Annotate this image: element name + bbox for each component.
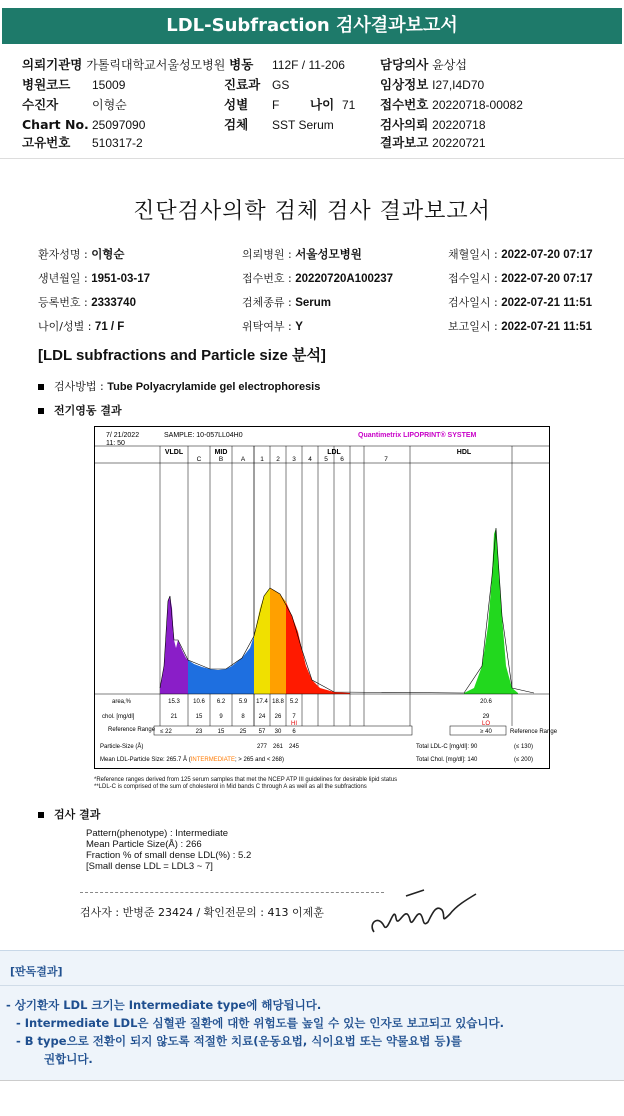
agesex xyxy=(38,318,124,334)
request-value: 20220718 xyxy=(432,118,486,132)
collect-value: 2022-07-20 07:17 xyxy=(501,249,593,261)
psize-value: 245 xyxy=(288,744,300,750)
recdt xyxy=(448,270,593,286)
result-bullet xyxy=(38,806,100,822)
ward-label: 병동 xyxy=(229,57,254,72)
recdt-value: 2022-07-20 07:17 xyxy=(501,273,593,285)
footnote-2: **LDL-C is comprised of the sum of cholesterol in Mid bands C through A as well as all the subfractions xyxy=(94,784,367,790)
outsourced-value: Y xyxy=(295,321,303,333)
clinical xyxy=(380,76,484,94)
testdt-value: 2022-07-21 11:51 xyxy=(501,297,593,309)
agesex-value: 71 / F xyxy=(94,321,125,333)
chart-label: Chart No. xyxy=(22,117,89,132)
patient-value: 이형순 xyxy=(92,98,127,112)
signature-image xyxy=(366,884,480,944)
area-value: 17.4 xyxy=(256,699,268,705)
ref-value: 6 xyxy=(292,729,296,735)
chart-date: 7/ 21/2022 xyxy=(106,432,140,439)
request-label: 검사의뢰 xyxy=(380,117,429,132)
chart-value: 25097090 xyxy=(92,118,146,132)
chart-frame xyxy=(95,427,550,769)
chart-sample: SAMPLE: 10-057LL04H0 xyxy=(164,432,243,439)
report-label: 결과보고 xyxy=(380,135,429,150)
area-label: area,% xyxy=(112,699,132,705)
method-key: 검사방법 : xyxy=(54,380,108,393)
ldl-band-label: 1 xyxy=(260,456,264,463)
spec-key: 검체종류 : xyxy=(242,296,296,309)
ref-value: 30 xyxy=(274,729,282,735)
doctor-value: 윤상섭 xyxy=(432,58,467,72)
code-label: 병원코드 xyxy=(22,77,71,92)
testdt xyxy=(448,294,592,310)
mean-size xyxy=(100,756,284,763)
chol-label: chol. [mg/dl] xyxy=(102,714,135,720)
region-label-hdl: HDL xyxy=(456,449,472,456)
footnote-1: *Reference ranges derived from 125 serum samples that met the NCEP ATP III guidelines for desirable lipid status xyxy=(94,777,398,783)
recno-value: 20220720A100237 xyxy=(295,273,394,285)
patient-name-value: 이형순 xyxy=(91,249,125,261)
panel-line-3: - B type으로 전환이 되지 않도록 적절한 치료(운동요법, 식이요법 또는 약물요법 등)를 xyxy=(16,1034,462,1048)
electro-label: 전기영동 결과 xyxy=(54,404,122,417)
outsourced-key: 위탁여부 : xyxy=(242,320,296,333)
result-block xyxy=(86,828,251,872)
banner-title: LDL-Subfraction 검사결과보고서 xyxy=(2,8,622,44)
total-chol: Total Chol. [mg/dl]: 140 xyxy=(416,757,478,763)
panel-line-2: - Intermediate LDL은 심혈관 질환에 대한 위험도를 높일 수 있는 인자로 보고되고 있습니다. xyxy=(16,1016,504,1030)
testdt-key: 검사일시 : xyxy=(448,296,502,309)
total-chol-ref: (≤ 200) xyxy=(514,757,533,763)
area-value: 15.3 xyxy=(168,699,180,705)
ref-label-right: Reference Range xyxy=(510,729,558,735)
panel-line-1: - 상기환자 LDL 크기는 Intermediate type에 해당됩니다. xyxy=(6,998,322,1012)
report-title: 진단검사의학 검체 검사 결과보고서 xyxy=(133,199,491,224)
clinical-value: I27,I4D70 xyxy=(432,78,485,92)
chol-value: 29 xyxy=(482,714,490,720)
ref-label: Reference Range xyxy=(108,727,156,733)
region-label-vldl: VLDL xyxy=(164,449,184,456)
chart-time: 11: 50 xyxy=(106,440,125,447)
mean-tag: INTERMEDIATE xyxy=(190,757,235,763)
age-value: 71 xyxy=(342,98,356,112)
clinical-label: 임상정보 xyxy=(380,77,429,92)
area-value: 10.6 xyxy=(193,699,205,705)
result-small-dense: [Small dense LDL = LDL3 ~ 7] xyxy=(86,861,213,872)
mean-size-text: Mean LDL-Particle Size: 265.7 Å ( xyxy=(100,757,191,763)
hi-flag: HI xyxy=(291,721,297,727)
report-date xyxy=(380,134,486,152)
bullet-icon xyxy=(38,408,44,414)
spec xyxy=(242,294,331,310)
report-document xyxy=(0,166,624,946)
age-label: 나이 xyxy=(310,97,335,112)
panel-divider xyxy=(0,985,624,986)
outsourced xyxy=(242,318,303,334)
bullet-icon xyxy=(38,384,44,390)
total-ldl: Total LDL-C [mg/dl]: 90 xyxy=(416,744,478,750)
result-pattern: Pattern(phenotype) : Intermediate xyxy=(86,828,229,839)
sex-label: 성별 xyxy=(224,97,249,112)
result-fraction: Fraction % of small dense LDL(%) : 5.2 xyxy=(86,850,252,861)
receipt xyxy=(380,96,523,114)
area-value: 6.2 xyxy=(216,699,226,705)
ref-value: 25 xyxy=(239,729,247,735)
area-value: 5.9 xyxy=(238,699,248,705)
recno-key: 접수번호 : xyxy=(242,272,296,285)
bullet-icon xyxy=(38,812,44,818)
reportdt-value: 2022-07-21 11:51 xyxy=(501,321,593,333)
method-bullet xyxy=(38,378,320,394)
recno xyxy=(242,270,393,286)
chol-value: 24 xyxy=(258,714,266,720)
region-label-ldl: LDL xyxy=(327,449,341,456)
ldl-band-label: 7 xyxy=(384,456,388,463)
collect-key: 채혈일시 : xyxy=(448,248,502,261)
mid-band-label: A xyxy=(240,456,246,463)
specimen-label: 검체 xyxy=(224,117,249,132)
dob xyxy=(38,270,150,286)
chol-value: 26 xyxy=(274,714,282,720)
regno-key: 등록번호 : xyxy=(38,296,92,309)
id-value: 510317-2 xyxy=(92,136,143,150)
ref-value: 23 xyxy=(195,729,203,735)
ref-value: ≥ 40 xyxy=(480,729,492,735)
patient-name xyxy=(38,246,125,262)
banner xyxy=(0,0,624,48)
doctor xyxy=(380,56,467,74)
patient-name-key: 환자성명 : xyxy=(38,248,92,261)
ref-value: 57 xyxy=(258,729,266,735)
hospital-label: 의뢰기관명 xyxy=(22,57,83,72)
ward-value: 112F / 11-206 xyxy=(272,58,345,72)
recdt-key: 접수일시 : xyxy=(448,272,502,285)
ldl-band-label: 4 xyxy=(308,456,312,463)
dept-value: GS xyxy=(272,78,290,92)
sign-divider xyxy=(80,892,384,893)
ldl-band-label: 6 xyxy=(340,456,344,463)
doctor-label: 담당의사 xyxy=(380,57,429,72)
region-label-mid: MID xyxy=(214,449,228,456)
ldl2-curve xyxy=(270,588,286,694)
ref-value: ≤ 22 xyxy=(160,729,172,735)
ldl-band-label: 3 xyxy=(292,456,296,463)
signature-stroke xyxy=(372,890,476,932)
receipt-value: 20220718-00082 xyxy=(432,98,523,112)
reportdt-key: 보고일시 : xyxy=(448,320,502,333)
lo-flag: LO xyxy=(481,721,491,727)
psize-value: 261 xyxy=(272,744,284,750)
interpretation-panel xyxy=(0,950,624,1080)
area-value: 20.6 xyxy=(480,699,492,705)
chart-brand: Quantimetrix LIPOPRINT® SYSTEM xyxy=(358,432,477,439)
spec-value: Serum xyxy=(295,297,331,309)
request xyxy=(380,116,486,134)
referral xyxy=(242,246,362,262)
divider xyxy=(0,158,624,159)
regno xyxy=(38,294,136,310)
psize-label: Particle-Size (Å) xyxy=(100,744,144,750)
total-ldl-ref: (≤ 130) xyxy=(514,744,533,750)
bottom-bar xyxy=(0,1080,624,1116)
panel-title: [판독결과] xyxy=(10,965,63,978)
area-value: 5.2 xyxy=(289,699,299,705)
area-value: 18.8 xyxy=(272,699,284,705)
result-mean-size: Mean Particle Size(Å) : 266 xyxy=(86,839,202,850)
reportdt xyxy=(448,318,592,334)
dob-key: 생년월일 : xyxy=(38,272,92,285)
collect xyxy=(448,246,593,262)
report-value: 20220721 xyxy=(432,136,486,150)
patient-label: 수진자 xyxy=(22,97,59,112)
chol-value: 8 xyxy=(241,714,245,720)
mean-tail: ; > 265 and < 268) xyxy=(234,757,284,763)
specimen-value: SST Serum xyxy=(272,118,334,132)
row-1 xyxy=(22,56,253,74)
electro-bullet xyxy=(38,402,122,418)
agesex-key: 나이/성별 : xyxy=(38,320,95,333)
chol-value: 15 xyxy=(195,714,203,720)
method-value: Tube Polyacrylamide gel electrophoresis xyxy=(107,381,321,393)
mid-band-label: B xyxy=(218,456,224,463)
chol-value: 7 xyxy=(292,714,296,720)
code-value: 15009 xyxy=(92,78,126,92)
dept-label: 진료과 xyxy=(224,77,261,92)
result-head: 검사 결과 xyxy=(54,808,101,821)
lipoprint-chart xyxy=(94,426,558,796)
hospital-value: 가톨릭대학교서울성모병원 xyxy=(86,58,226,72)
section-heading: [LDL subfractions and Particle size 분석] xyxy=(38,347,326,364)
id-label: 고유번호 xyxy=(22,135,71,150)
dob-value: 1951-03-17 xyxy=(91,273,151,285)
regno-value: 2333740 xyxy=(91,297,136,309)
chol-value: 9 xyxy=(219,714,223,720)
ldl-band-label: 2 xyxy=(276,456,280,463)
ref-value: 15 xyxy=(217,729,225,735)
referral-value: 서울성모병원 xyxy=(295,249,362,261)
chol-value: 21 xyxy=(170,714,178,720)
ldl-band-label: 5 xyxy=(324,456,328,463)
signer-line: 검사자 : 반병준 23424 / 확인전문의 : 413 이제훈 xyxy=(80,906,324,919)
panel-line-4: 권합니다. xyxy=(44,1052,93,1066)
sex-value: F xyxy=(272,98,280,112)
psize-value: 277 xyxy=(256,744,268,750)
referral-key: 의뢰병원 : xyxy=(242,248,296,261)
mid-band-label: C xyxy=(196,456,202,463)
receipt-label: 접수번호 xyxy=(380,97,429,112)
